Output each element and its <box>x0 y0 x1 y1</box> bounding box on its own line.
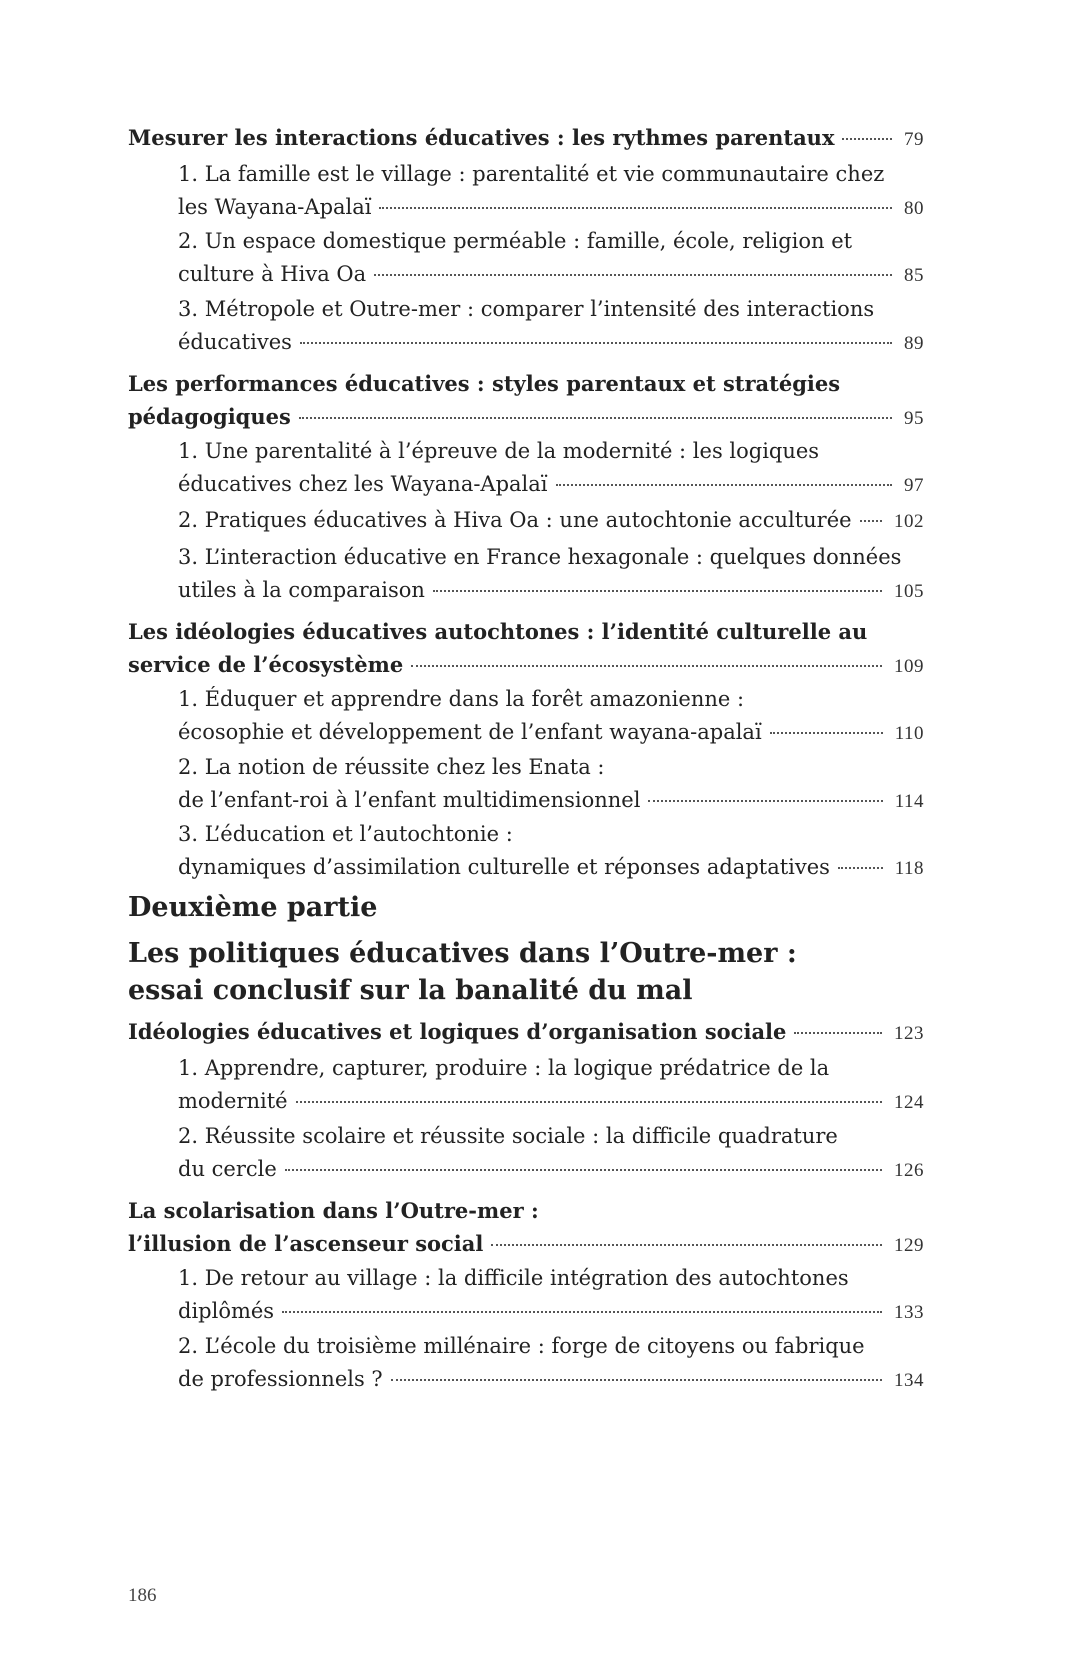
section-title: pédagogiques <box>128 404 291 429</box>
toc-section-heading[interactable] <box>128 1194 924 1262</box>
dot-leader <box>299 417 892 419</box>
entry-text: 1. La famille est le village : parentalité et vie communautaire chez <box>178 162 885 186</box>
toc-entry[interactable] <box>178 1052 924 1119</box>
entry-text: dynamiques d’assimilation culturelle et réponses adaptatives <box>178 855 830 879</box>
entry-text: modernité <box>178 1089 288 1113</box>
section-title: service de l’écosystème <box>128 652 404 677</box>
dot-leader <box>391 1379 882 1381</box>
entry-text: 1. Une parentalité à l’épreuve de la modernité : les logiques <box>178 439 820 463</box>
entry-text: 2. Un espace domestique perméable : famille, école, religion et <box>178 229 853 253</box>
entry-text: 2. Pratiques éducatives à Hiva Oa : une autochtonie acculturée <box>178 508 852 532</box>
toc-section-heading[interactable] <box>128 367 924 435</box>
entry-text: 3. Métropole et Outre-mer : comparer l’intensité des interactions <box>178 297 875 321</box>
toc-entry[interactable] <box>178 158 924 225</box>
toc-entry[interactable] <box>178 541 924 608</box>
page-number: 129 <box>894 1235 924 1256</box>
dot-leader <box>770 732 883 734</box>
dot-leader <box>838 867 883 869</box>
section-title: Idéologies éducatives et logiques d’organisation sociale <box>128 1019 787 1044</box>
part-title-line: essai conclusif sur la banalité du mal <box>128 975 693 1006</box>
entry-text: 1. De retour au village : la difficile intégration des autochtones <box>178 1266 849 1290</box>
section-title: Mesurer les interactions éducatives : les rythmes parentaux <box>128 125 835 150</box>
page-number: 133 <box>894 1302 924 1323</box>
page-number: 134 <box>894 1370 924 1391</box>
part-title[interactable] <box>128 935 924 1009</box>
toc-entry[interactable] <box>178 1120 924 1187</box>
entry-text: 3. L’éducation et l’autochtonie : <box>178 822 513 846</box>
dot-leader <box>433 590 882 592</box>
toc-entry[interactable] <box>178 683 924 750</box>
dot-leader <box>379 207 892 209</box>
page-number: 85 <box>904 265 924 286</box>
entry-text: de professionnels ? <box>178 1367 383 1391</box>
page-number: 118 <box>894 858 924 879</box>
toc-section-heading[interactable] <box>128 615 924 683</box>
toc-section-heading[interactable] <box>128 121 924 156</box>
toc-entry[interactable] <box>178 225 924 292</box>
page-number: 109 <box>894 656 924 677</box>
toc-entry[interactable] <box>178 504 924 538</box>
section-title: Les performances éducatives : styles parentaux et stratégies <box>128 371 841 396</box>
dot-leader <box>648 800 882 802</box>
entry-text: utiles à la comparaison <box>178 578 425 602</box>
entry-text: 2. L’école du troisième millénaire : forge de citoyens ou fabrique <box>178 1334 865 1358</box>
page-number: 123 <box>894 1023 924 1044</box>
page-number: 97 <box>904 475 924 496</box>
entry-text: 3. L’interaction éducative en France hexagonale : quelques données <box>178 545 902 569</box>
page-number: 114 <box>894 791 924 812</box>
page-number: 126 <box>894 1160 924 1181</box>
entry-text: 2. La notion de réussite chez les Enata : <box>178 755 605 779</box>
toc-entry[interactable] <box>178 818 924 885</box>
dot-leader <box>282 1311 882 1313</box>
entry-text: culture à Hiva Oa <box>178 262 367 286</box>
page-number: 95 <box>904 408 924 429</box>
part-label[interactable] <box>128 889 924 926</box>
entry-text: éducatives <box>178 330 292 354</box>
entry-text: diplômés <box>178 1299 275 1323</box>
dot-leader <box>491 1244 882 1246</box>
toc-section-heading[interactable] <box>128 1015 924 1050</box>
page-number: 89 <box>904 333 924 354</box>
page-number: 105 <box>894 581 924 602</box>
toc-entry[interactable] <box>178 435 924 502</box>
dot-leader <box>374 274 892 276</box>
page-number: 102 <box>894 511 924 532</box>
toc-entry[interactable] <box>178 751 924 818</box>
part-label-text: Deuxième partie <box>128 892 378 923</box>
section-title: l’illusion de l’ascenseur social <box>128 1231 484 1256</box>
dot-leader <box>296 1101 882 1103</box>
page-number: 79 <box>904 129 924 150</box>
toc-entry[interactable] <box>178 1330 924 1397</box>
dot-leader <box>300 342 892 344</box>
entry-text: 2. Réussite scolaire et réussite sociale : la difficile quadrature <box>178 1124 838 1148</box>
section-title: Les idéologies éducatives autochtones : l’identité culturelle au <box>128 619 868 644</box>
entry-text: éducatives chez les Wayana-Apalaï <box>178 472 548 496</box>
part-title-line: Les politiques éducatives dans l’Outre-mer : <box>128 938 797 969</box>
folio-page-number: 186 <box>128 1585 157 1606</box>
dot-leader <box>285 1169 882 1171</box>
section-title: La scolarisation dans l’Outre-mer : <box>128 1198 539 1223</box>
entry-text: les Wayana-Apalaï <box>178 195 372 219</box>
page-number: 124 <box>894 1092 924 1113</box>
page-number: 110 <box>894 723 924 744</box>
dot-leader <box>794 1032 882 1034</box>
toc-entry[interactable] <box>178 1262 924 1329</box>
entry-text: du cercle <box>178 1157 277 1181</box>
toc-entry[interactable] <box>178 293 924 360</box>
dot-leader <box>860 520 882 522</box>
entry-text: de l’enfant-roi à l’enfant multidimensionnel <box>178 788 641 812</box>
dot-leader <box>411 665 882 667</box>
dot-leader <box>556 484 892 486</box>
entry-text: écosophie et développement de l’enfant wayana-apalaï <box>178 720 762 744</box>
entry-text: 1. Éduquer et apprendre dans la forêt amazonienne : <box>178 687 745 711</box>
entry-text: 1. Apprendre, capturer, produire : la logique prédatrice de la <box>178 1056 830 1080</box>
dot-leader <box>842 138 892 140</box>
page-number: 80 <box>904 198 924 219</box>
